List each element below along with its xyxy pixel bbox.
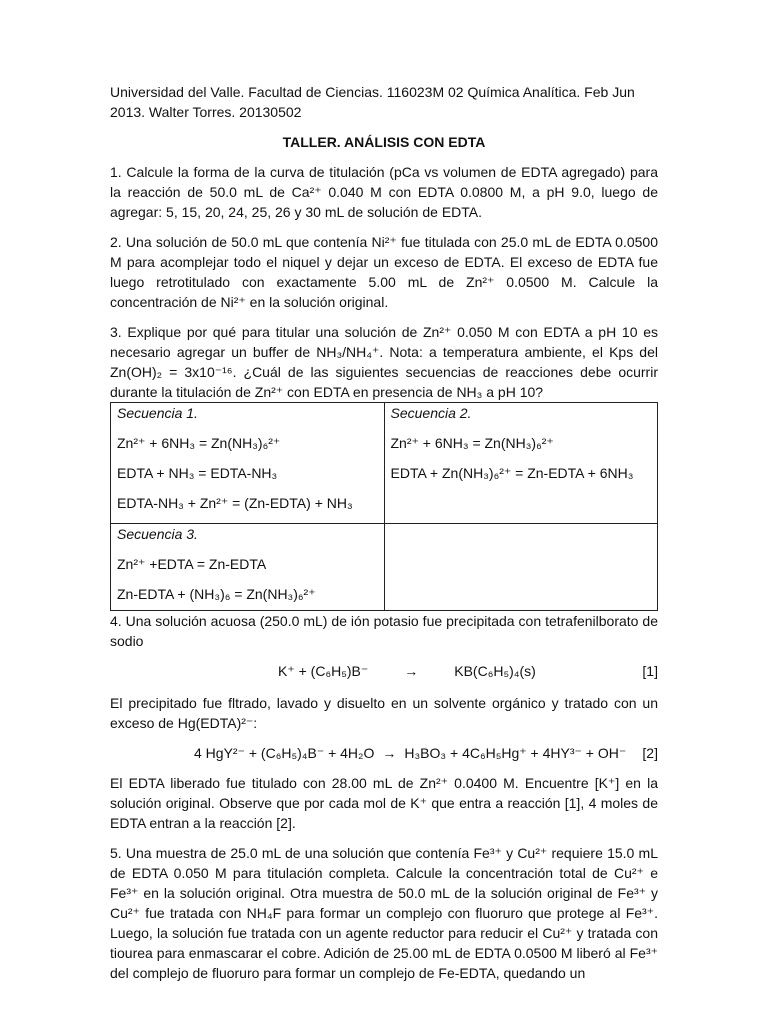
sequence-1-reaction: EDTA + NH₃ = EDTA-NH₃ <box>117 465 278 481</box>
sequence-2-label: Secuencia 2. <box>390 405 472 421</box>
equation-2-rhs: H₃BO₃ + 4C₆H₅Hg⁺ + 4HY³⁻ + OH⁻ <box>404 745 627 761</box>
equation-1-lhs: K⁺ + (C₆H₅)B⁻ <box>278 663 369 679</box>
question-4-middle: El precipitado fue fltrado, lavado y disuelto en un solvente orgánico y tratado con un exceso de Hg(EDTA)²⁻: <box>110 695 658 731</box>
sequence-1-cell <box>111 403 385 524</box>
question-4-end: El EDTA liberado fue titulado con 28.00 mL de Zn²⁺ 0.0400 M. Encuentre [K⁺] en la solución original. Observe que por cada mol de K⁺ que entra a reacción [1], 4 moles de EDTA entran a la reacción [2]. <box>110 775 658 831</box>
question-1: 1. Calcule la forma de la curva de titulación (pCa vs volumen de EDTA agregado) para la reacción de 50.0 mL de Ca²⁺ 0.040 M con EDTA 0.0800 M, a pH 9.0, luego de agregar: 5, 15, 20, 24, 25, 26 y 30 mL de solución de EDTA. <box>110 164 658 220</box>
equation-2 <box>110 743 658 763</box>
sequence-1-reaction: Zn²⁺ + 6NH₃ = Zn(NH₃)₆²⁺ <box>117 435 281 451</box>
question-5: 5. Una muestra de 25.0 mL de una solución que contenía Fe³⁺ y Cu²⁺ requiere 15.0 mL de EDTA 0.050 M para titulación completa. Calcule la concentración total de Cu²⁺ e Fe³⁺ en la solución original. Otra muestra de 50.0 mL de la solución original de Fe³⁺ y Cu²⁺ fue tratada con NH₄F para formar un complejo con fluoruro que protege al Fe³⁺. Luego, la solución fue tratada con un agente reductor para reducir el Cu²⁺ y tratada con tiourea para enmascarar el cobre. Adición de 25.00 mL de EDTA 0.0500 M liberó al Fe³⁺ del complejo de fluoruro para formar un complejo de Fe-EDTA, quedando un <box>110 845 658 981</box>
sequence-2-reaction: Zn²⁺ + 6NH₃ = Zn(NH₃)₆²⁺ <box>390 435 554 451</box>
sequence-2-cell <box>384 403 658 524</box>
question-2: 2. Una solución de 50.0 mL que contenía Ni²⁺ fue titulada con 25.0 mL de EDTA 0.0500 M para acomplejar todo el niquel y dejar un exceso de EDTA. El exceso de EDTA fue luego retrotitulado con exactamente 5.00 mL de Zn²⁺ 0.0500 M. Calcule la concentración de Ni²⁺ en la solución original. <box>110 234 658 310</box>
equation-2-lhs: 4 HgY²⁻ + (C₆H₅)₄B⁻ + 4H₂O <box>194 745 375 761</box>
equation-1 <box>110 661 658 681</box>
question-3: 3. Explique por qué para titular una solución de Zn²⁺ 0.050 M con EDTA a pH 10 es necesario agregar un buffer de NH₃/NH₄⁺. Nota: a temperatura ambiente, el Kps del Zn(OH)₂ = 3x10⁻¹⁶. ¿Cuál de las siguientes secuencias de reacciones debe ocurrir durante la titulación de Zn²⁺ con EDTA en presencia de NH₃ a pH 10? <box>110 324 658 400</box>
reaction-arrow: → <box>404 663 419 679</box>
equation-2-number: [2] <box>642 745 658 761</box>
empty-cell <box>384 524 658 611</box>
sequence-1-label: Secuencia 1. <box>117 405 198 421</box>
equation-1-number: [1] <box>642 663 658 679</box>
sequence-3-reaction: Zn²⁺ +EDTA = Zn-EDTA <box>117 556 267 572</box>
document-content <box>110 82 658 983</box>
reaction-arrow: → <box>382 745 397 761</box>
sequence-3-cell <box>111 524 385 611</box>
question-4-intro: 4. Una solución acuosa (250.0 mL) de ión potasio fue precipitada con tetrafenilborato de sodio <box>110 613 658 649</box>
sequence-3-reaction: Zn-EDTA + (NH₃)₆ = Zn(NH₃)₆²⁺ <box>117 586 316 602</box>
document-header: Universidad del Valle. Facultad de Ciencias. 116023M 02 Química Analítica. Feb Jun 2013. Walter Torres. 20130502 <box>110 84 635 120</box>
sequence-2-reaction: EDTA + Zn(NH₃)₆²⁺ = Zn-EDTA + 6NH₃ <box>390 465 634 481</box>
sequence-3-label: Secuencia 3. <box>117 526 198 542</box>
equation-1-rhs: KB(C₆H₅)₄(s) <box>454 663 536 679</box>
sequence-1-reaction: EDTA-NH₃ + Zn²⁺ = (Zn-EDTA) + NH₃ <box>117 495 353 511</box>
sequence-table <box>110 402 658 611</box>
document-title: TALLER. ANÁLISIS CON EDTA <box>282 134 486 150</box>
